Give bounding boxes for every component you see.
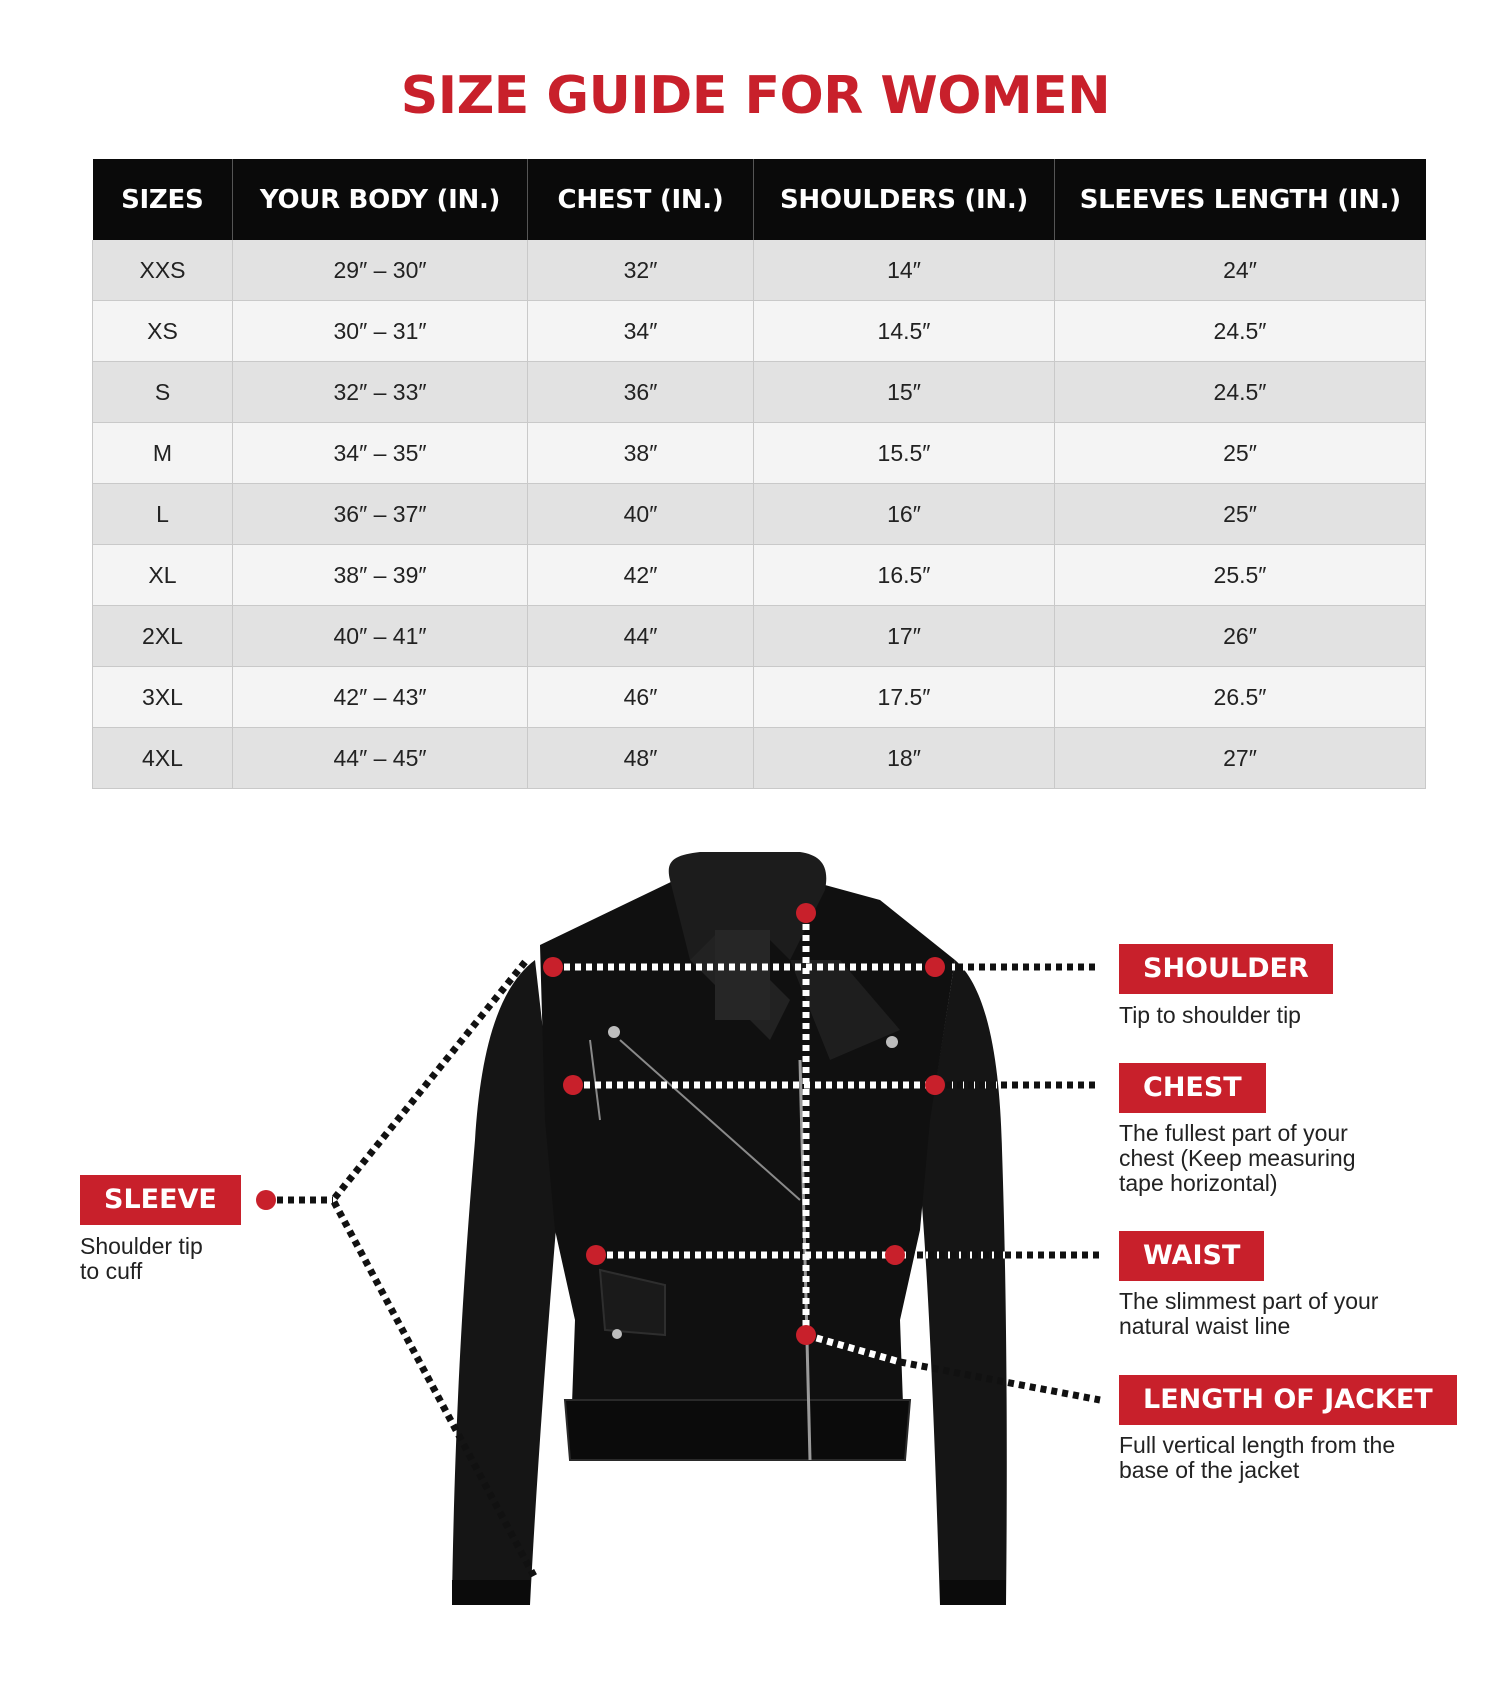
header-sleeves-length: SLEEVES LENGTH (IN.) [1055,159,1426,240]
cell-sleeves: 27″ [1055,728,1426,789]
sleeve-description: Shoulder tip to cuff [80,1233,203,1284]
cell-sleeves: 25″ [1055,423,1426,484]
cell-size: M [93,423,233,484]
measure-point-dot [563,1075,583,1095]
cell-body: 40″ – 41″ [233,606,528,667]
measure-point-dot [925,1075,945,1095]
cell-chest: 34″ [528,301,754,362]
cell-size: 4XL [93,728,233,789]
measure-point-dot [796,1325,816,1345]
waist-description: The slimmest part of your natural waist line [1119,1288,1379,1339]
cell-shoulders: 15″ [754,362,1055,423]
cell-chest: 32″ [528,240,754,301]
measure-point-dot [586,1245,606,1265]
cell-chest: 42″ [528,545,754,606]
shoulder-description: Tip to shoulder tip [1119,1002,1301,1028]
length-of-jacket-description: Full vertical length from the base of the jacket [1119,1432,1396,1483]
length-of-jacket-label: LENGTH OF JACKET [1119,1375,1457,1425]
cell-shoulders: 17″ [754,606,1055,667]
cell-shoulders: 17.5″ [754,667,1055,728]
cell-shoulders: 18″ [754,728,1055,789]
cell-body: 44″ – 45″ [233,728,528,789]
cell-body: 38″ – 39″ [233,545,528,606]
cell-shoulders: 16.5″ [754,545,1055,606]
measure-point-dot [543,957,563,977]
cell-chest: 44″ [528,606,754,667]
waist-label: WAIST [1119,1231,1264,1281]
cell-shoulders: 15.5″ [754,423,1055,484]
cell-chest: 36″ [528,362,754,423]
cell-sleeves: 25.5″ [1055,545,1426,606]
measure-point-dot [256,1190,276,1210]
cell-shoulders: 16″ [754,484,1055,545]
chest-description: The fullest part of your chest (Keep measuring tape horizontal) [1119,1120,1356,1196]
header-sizes: SIZES [93,159,233,240]
header-shoulders: SHOULDERS (IN.) [754,159,1055,240]
cell-shoulders: 14″ [754,240,1055,301]
cell-shoulders: 14.5″ [754,301,1055,362]
cell-body: 30″ – 31″ [233,301,528,362]
cell-body: 42″ – 43″ [233,667,528,728]
cell-chest: 40″ [528,484,754,545]
cell-chest: 48″ [528,728,754,789]
cell-size: XL [93,545,233,606]
cell-body: 32″ – 33″ [233,362,528,423]
cell-size: L [93,484,233,545]
cell-chest: 46″ [528,667,754,728]
cell-body: 29″ – 30″ [233,240,528,301]
header-your-body: YOUR BODY (IN.) [233,159,528,240]
measure-point-dot [885,1245,905,1265]
chest-label: CHEST [1119,1063,1266,1113]
cell-body: 36″ – 37″ [233,484,528,545]
header-chest: CHEST (IN.) [528,159,754,240]
cell-size: S [93,362,233,423]
cell-chest: 38″ [528,423,754,484]
page-title: SIZE GUIDE FOR WOMEN [400,66,1111,126]
cell-sleeves: 24″ [1055,240,1426,301]
cell-size: 2XL [93,606,233,667]
shoulder-label: SHOULDER [1119,944,1333,994]
cell-size: XS [93,301,233,362]
cell-sleeves: 24.5″ [1055,301,1426,362]
cell-sleeves: 24.5″ [1055,362,1426,423]
measure-point-dot [796,903,816,923]
cell-size: XXS [93,240,233,301]
cell-size: 3XL [93,667,233,728]
sleeve-label: SLEEVE [80,1175,241,1225]
cell-sleeves: 26″ [1055,606,1426,667]
cell-sleeves: 25″ [1055,484,1426,545]
cell-sleeves: 26.5″ [1055,667,1426,728]
measure-point-dot [925,957,945,977]
cell-body: 34″ – 35″ [233,423,528,484]
